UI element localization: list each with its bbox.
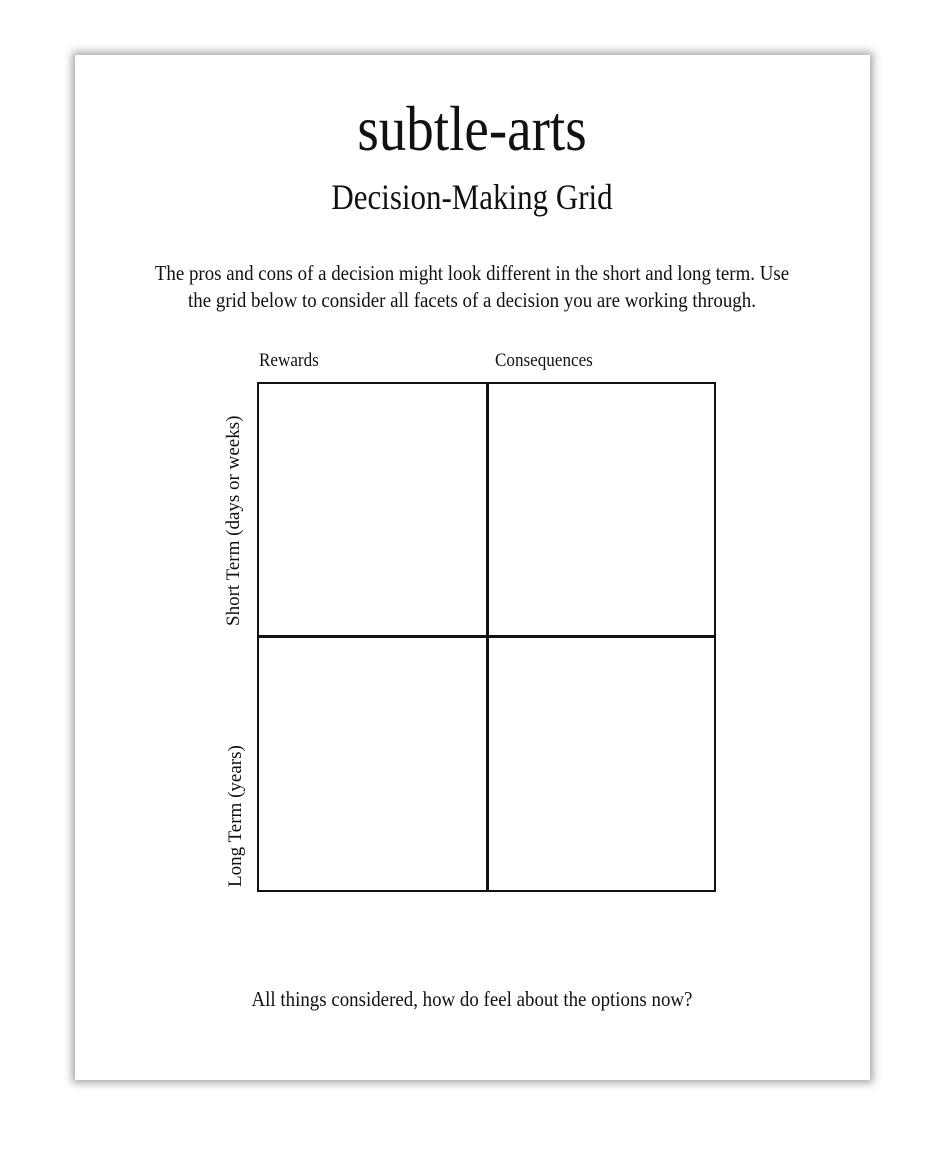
intro-text: The pros and cons of a decision might look different in the short and long term. Use the grid below to consider all facets of a decision you are working through. <box>154 261 790 312</box>
decision-grid <box>257 382 716 892</box>
column-header-rewards: Rewards <box>259 350 319 371</box>
cell-short-term-rewards[interactable] <box>259 384 486 635</box>
cell-long-term-consequences[interactable] <box>489 638 714 890</box>
grid-horizontal-divider <box>259 635 714 638</box>
brand-logo: subtle-arts <box>357 93 587 164</box>
cell-short-term-consequences[interactable] <box>489 384 714 635</box>
row-header-short-term: Short Term (days or weeks) <box>223 415 244 626</box>
page-title: Decision-Making Grid <box>331 177 613 217</box>
column-header-consequences: Consequences <box>495 350 593 371</box>
cell-long-term-rewards[interactable] <box>259 638 486 890</box>
row-header-long-term: Long Term (years) <box>225 745 246 887</box>
reflection-question: All things considered, how do feel about the options now? <box>251 987 693 1011</box>
